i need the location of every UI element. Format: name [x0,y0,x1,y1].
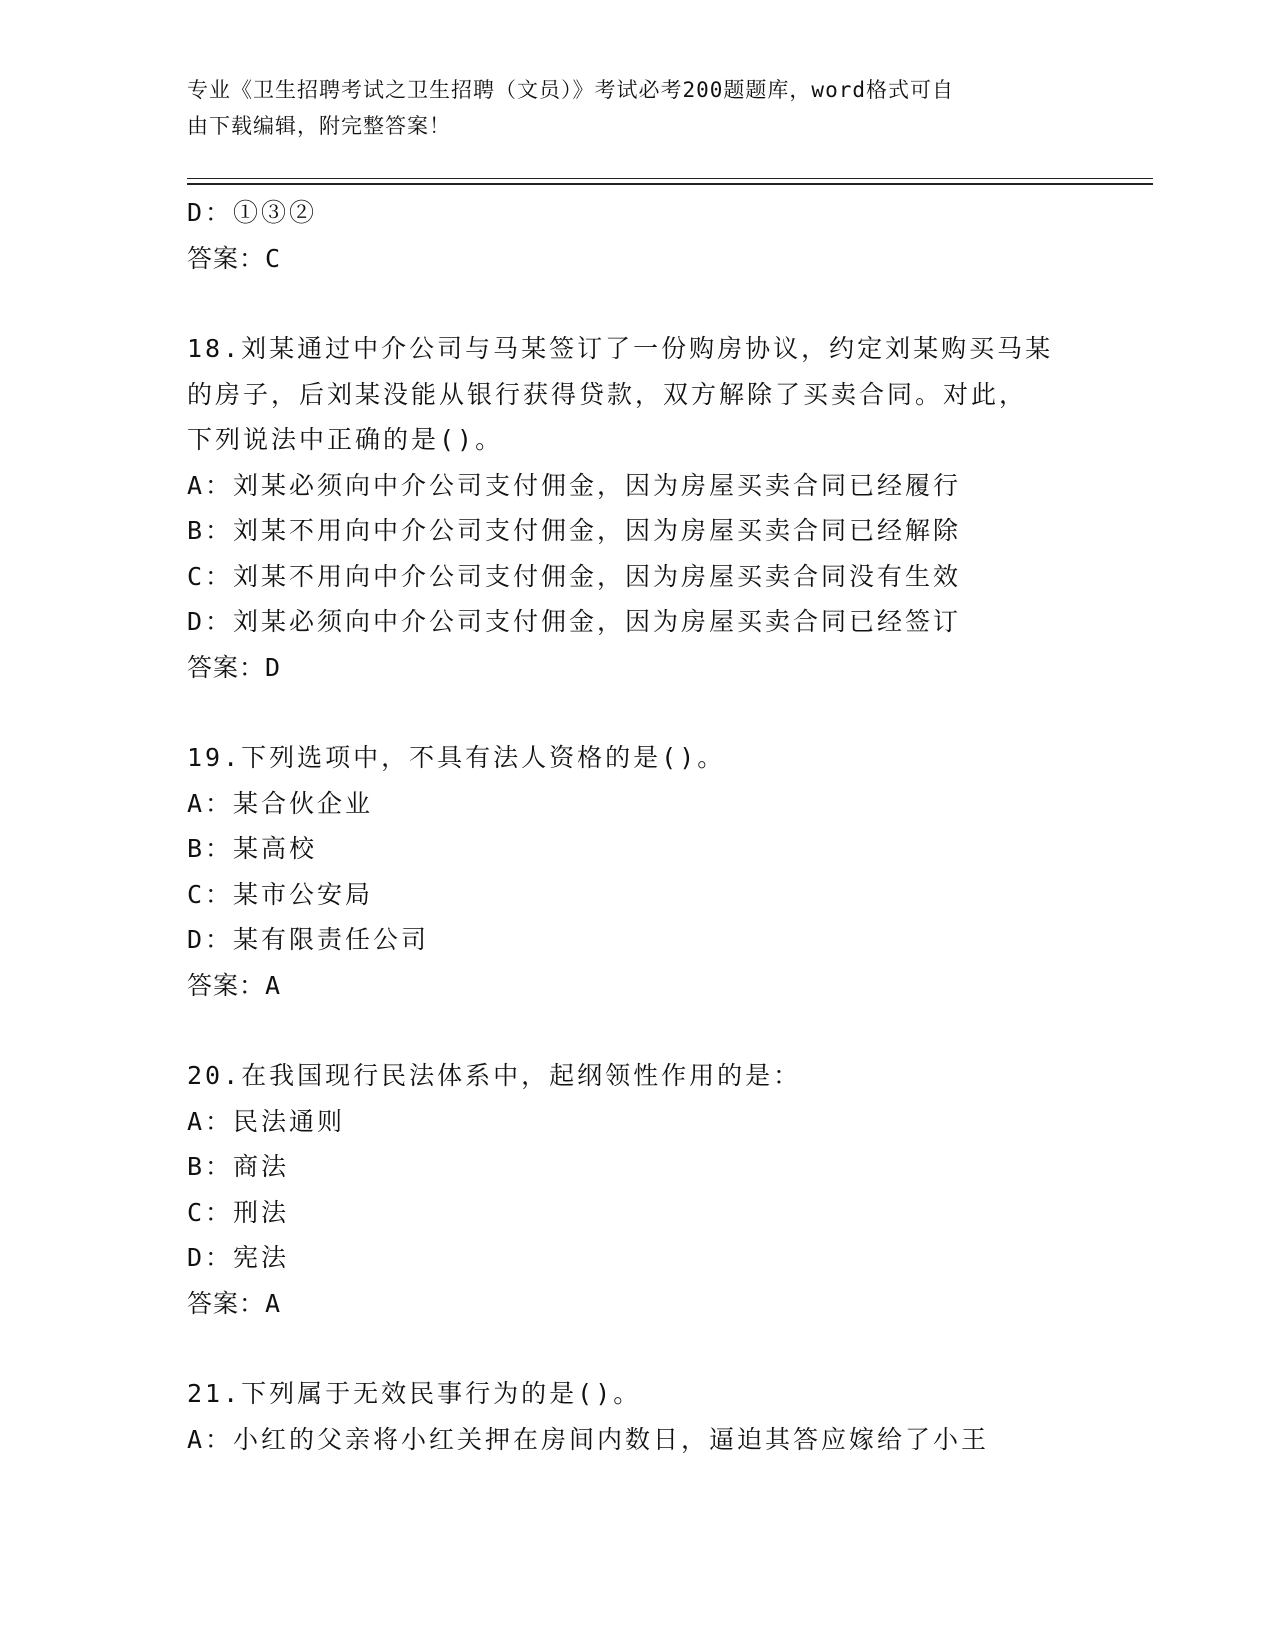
option-a: A：小红的父亲将小红关押在房间内数日，逼迫其答应嫁给了小王 [187,1424,990,1454]
question-20 [187,1053,1087,1326]
header-rule-thick [187,183,1153,185]
option-c: C：刘某不用向中介公司支付佣金，因为房屋买卖合同没有生效 [187,561,962,591]
option-a: A：某合伙企业 [187,788,374,818]
answer-line: 答案：C [187,243,282,273]
option-b: B：刘某不用向中介公司支付佣金，因为房屋买卖合同已经解除 [187,516,962,545]
option-b: B：某高校 [187,834,318,863]
question-21 [187,1371,1087,1462]
question-stem: 18.刘某通过中介公司与马某签订了一份购房协议，约定刘某购买马某 [187,334,1054,363]
option-c: C：某市公安局 [187,879,374,909]
question-stem: 20.在我国现行民法体系中，起纲领性作用的是： [187,1061,802,1090]
question-19 [187,735,1087,1008]
header-rule-thin [187,178,1153,179]
answer-line: 答案：D [187,652,282,682]
header-line-1: 专业《卫生招聘考试之卫生招聘（文员）》考试必考200题题库，word格式可自 [187,78,954,102]
question-stem: 19.下列选项中，不具有法人资格的是()。 [187,743,726,772]
option-a: A：刘某必须向中介公司支付佣金，因为房屋买卖合同已经履行 [187,470,962,500]
option-d: D：①③② [187,198,318,227]
question-stem: 下列说法中正确的是()。 [187,425,504,454]
option-d: D：宪法 [187,1243,290,1272]
option-a: A：民法通则 [187,1106,346,1136]
option-d: D：某有限责任公司 [187,925,430,954]
option-b: B：商法 [187,1152,290,1181]
option-c: C：刑法 [187,1197,290,1227]
question-18 [187,326,1087,690]
answer-line: 答案：A [187,970,282,1000]
question-stem: 的房子，后刘某没能从银行获得贷款，双方解除了买卖合同。对此， [187,379,1028,409]
question-stem: 21.下列属于无效民事行为的是()。 [187,1379,642,1408]
document-body [187,190,1087,1462]
page-header [187,72,1067,144]
answer-line: 答案：A [187,1288,282,1318]
header-line-2: 由下载编辑，附完整答案！ [187,114,451,138]
option-d: D：刘某必须向中介公司支付佣金，因为房屋买卖合同已经签订 [187,607,962,636]
